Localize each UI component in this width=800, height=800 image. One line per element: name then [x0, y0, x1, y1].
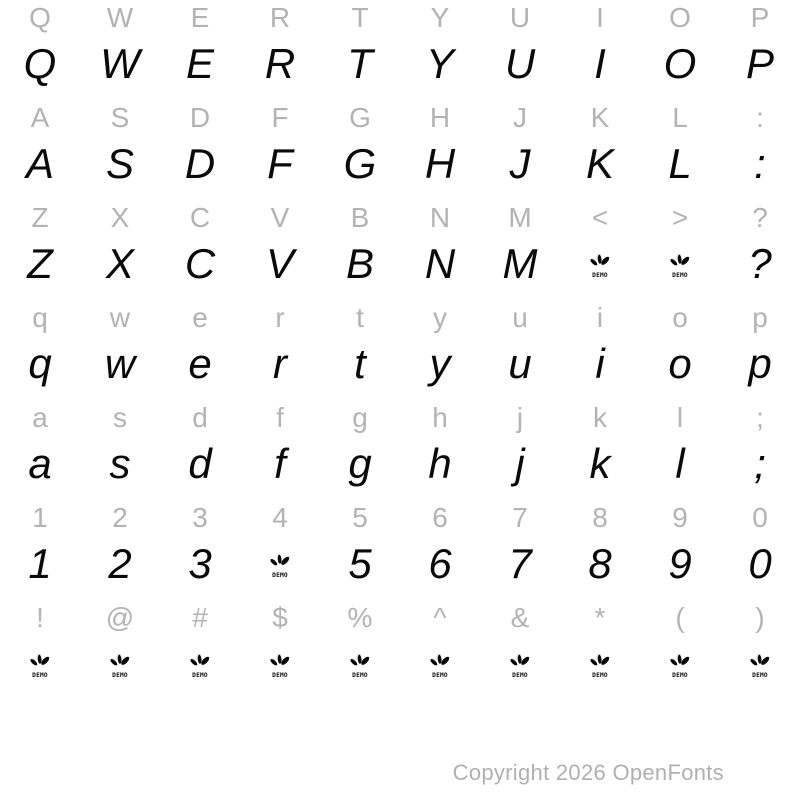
char-label: A	[30, 102, 50, 133]
char-label: 3	[192, 502, 208, 533]
char-glyph: O	[663, 40, 697, 87]
char-row-group	[0, 100, 800, 200]
demo-fleuron-icon	[429, 651, 451, 678]
char-glyph-row	[0, 536, 800, 600]
char-glyph: S	[105, 140, 134, 187]
demo-badge-label: DEMO	[112, 672, 128, 678]
char-label: s	[113, 402, 127, 433]
char-glyph: J	[509, 140, 531, 187]
demo-badge-label: DEMO	[752, 672, 768, 678]
char-glyph: q	[28, 340, 52, 387]
char-glyph: N	[424, 240, 456, 287]
char-label: $	[272, 602, 288, 633]
char-label: (	[675, 602, 685, 633]
char-label: ?	[752, 202, 768, 233]
char-glyph-row	[0, 36, 800, 100]
char-glyph: K	[585, 140, 614, 187]
demo-fleuron-icon	[669, 251, 691, 278]
char-label: K	[590, 102, 610, 133]
demo-glyph-badge	[560, 636, 640, 700]
char-label: @	[105, 602, 135, 633]
char-label: 4	[272, 502, 288, 533]
char-glyph: Q	[23, 40, 57, 87]
char-label: d	[192, 402, 208, 433]
char-glyph: T	[347, 40, 373, 87]
char-label: l	[676, 402, 684, 433]
char-label: V	[270, 202, 290, 233]
char-row-group	[0, 200, 800, 300]
char-label: 1	[32, 502, 48, 533]
char-glyph: V	[265, 240, 294, 287]
char-label: L	[672, 102, 688, 133]
char-label: S	[110, 102, 130, 133]
demo-badge-label: DEMO	[592, 272, 608, 278]
char-label: j	[516, 402, 524, 433]
char-glyph: Y	[425, 40, 454, 87]
char-glyph: W	[100, 40, 140, 87]
char-label: O	[669, 2, 691, 33]
char-glyph-row	[0, 636, 800, 700]
char-glyph: r	[273, 340, 287, 387]
char-glyph: 5	[348, 540, 372, 587]
char-label: ^	[433, 602, 447, 633]
char-glyph: D	[184, 140, 216, 187]
char-glyph: j	[515, 440, 525, 487]
char-glyph: 6	[428, 540, 452, 587]
char-glyph: 1	[28, 540, 52, 587]
char-label: *	[594, 602, 606, 633]
char-glyph: o	[668, 340, 692, 387]
demo-badge-label: DEMO	[272, 672, 288, 678]
char-label: u	[512, 302, 528, 333]
char-glyph: L	[668, 140, 692, 187]
char-label-row	[0, 200, 800, 236]
char-label: e	[192, 302, 208, 333]
char-label: h	[432, 402, 448, 433]
demo-badge-label: DEMO	[32, 672, 48, 678]
char-glyph: y	[429, 340, 451, 387]
demo-glyph-badge	[0, 636, 80, 700]
char-glyph: A	[25, 140, 54, 187]
char-label: #	[192, 602, 208, 633]
char-glyph: U	[504, 40, 536, 87]
demo-badge-label: DEMO	[192, 672, 208, 678]
char-label: i	[596, 302, 604, 333]
demo-glyph-badge	[320, 636, 400, 700]
char-glyph: e	[188, 340, 212, 387]
char-glyph-row	[0, 236, 800, 300]
char-glyph: i	[595, 340, 605, 387]
char-label: 9	[672, 502, 688, 533]
demo-fleuron-icon	[589, 651, 611, 678]
char-glyph: p	[748, 340, 772, 387]
char-glyph: G	[343, 140, 377, 187]
char-label: G	[349, 102, 371, 133]
char-label: Q	[29, 2, 51, 33]
demo-fleuron-icon	[669, 651, 691, 678]
char-label: r	[275, 302, 285, 333]
char-glyph-row	[0, 336, 800, 400]
char-glyph: E	[185, 40, 214, 87]
demo-glyph-badge	[640, 636, 720, 700]
char-label: &	[510, 602, 530, 633]
char-glyph: u	[508, 340, 532, 387]
demo-fleuron-icon	[589, 251, 611, 278]
char-label: 5	[352, 502, 368, 533]
char-label: g	[352, 402, 368, 433]
char-label: U	[509, 2, 531, 33]
char-glyph: R	[264, 40, 296, 87]
char-label: o	[672, 302, 688, 333]
char-label: t	[356, 302, 364, 333]
demo-badge-label: DEMO	[592, 672, 608, 678]
char-label: H	[429, 102, 451, 133]
char-label: 2	[112, 502, 128, 533]
char-glyph: H	[424, 140, 456, 187]
char-row-group	[0, 500, 800, 600]
char-label-row	[0, 600, 800, 636]
char-glyph: f	[274, 440, 286, 487]
demo-fleuron-icon	[29, 651, 51, 678]
char-glyph: 2	[108, 540, 132, 587]
char-glyph: h	[428, 440, 452, 487]
char-label: Y	[430, 2, 450, 33]
char-label: M	[508, 202, 532, 233]
char-row-group	[0, 400, 800, 500]
demo-badge-label: DEMO	[672, 672, 688, 678]
char-glyph: k	[589, 440, 611, 487]
char-glyph: a	[28, 440, 52, 487]
char-label: :	[756, 102, 764, 133]
char-label: N	[429, 202, 451, 233]
char-label: y	[433, 302, 447, 333]
char-glyph: l	[675, 440, 685, 487]
char-glyph: ?	[748, 240, 772, 287]
char-row-group	[0, 0, 800, 100]
char-row-group	[0, 600, 800, 700]
char-glyph: :	[754, 140, 766, 187]
char-glyph: w	[104, 340, 136, 387]
demo-glyph-badge	[80, 636, 160, 700]
char-glyph-row	[0, 136, 800, 200]
char-glyph: 3	[188, 540, 212, 587]
char-label: Z	[31, 202, 49, 233]
char-label-row	[0, 500, 800, 536]
char-label: w	[109, 302, 131, 333]
char-label: )	[755, 602, 765, 633]
demo-fleuron-icon	[509, 651, 531, 678]
char-label-row	[0, 0, 800, 36]
char-label: I	[596, 2, 604, 33]
char-label: 7	[512, 502, 528, 533]
demo-glyph-badge	[640, 236, 720, 300]
demo-badge-label: DEMO	[672, 272, 688, 278]
char-glyph: 0	[748, 540, 772, 587]
demo-glyph-badge	[400, 636, 480, 700]
demo-badge-label: DEMO	[272, 572, 288, 578]
char-label: %	[347, 602, 373, 633]
char-label: f	[276, 402, 284, 433]
char-label-row	[0, 300, 800, 336]
char-glyph: C	[184, 240, 216, 287]
char-label-row	[0, 100, 800, 136]
char-glyph: B	[345, 240, 374, 287]
char-glyph: P	[745, 40, 774, 87]
char-glyph: X	[105, 240, 134, 287]
demo-fleuron-icon	[109, 651, 131, 678]
char-label: 6	[432, 502, 448, 533]
char-label: E	[190, 2, 210, 33]
demo-badge-label: DEMO	[432, 672, 448, 678]
demo-fleuron-icon	[749, 651, 771, 678]
demo-glyph-badge	[720, 636, 800, 700]
char-label: <	[591, 202, 609, 233]
char-label: T	[351, 2, 369, 33]
char-label: k	[593, 402, 607, 433]
demo-glyph-badge	[240, 536, 320, 600]
char-label: W	[106, 2, 134, 33]
char-label: 8	[592, 502, 608, 533]
char-glyph: d	[188, 440, 212, 487]
char-glyph: g	[348, 440, 372, 487]
demo-fleuron-icon	[269, 651, 291, 678]
char-label: J	[513, 102, 527, 133]
demo-badge-label: DEMO	[512, 672, 528, 678]
demo-glyph-badge	[160, 636, 240, 700]
char-glyph: Z	[27, 240, 53, 287]
copyright-text: Copyright 2026 OpenFonts	[452, 760, 724, 785]
demo-glyph-badge	[480, 636, 560, 700]
char-label: C	[189, 202, 211, 233]
char-glyph: M	[502, 240, 538, 287]
char-label: ;	[756, 402, 764, 433]
demo-fleuron-icon	[349, 651, 371, 678]
char-label: !	[36, 602, 44, 633]
char-glyph: s	[109, 440, 131, 487]
char-glyph: 7	[508, 540, 532, 587]
char-label: F	[271, 102, 289, 133]
demo-glyph-badge	[560, 236, 640, 300]
char-label: q	[32, 302, 48, 333]
char-label: D	[189, 102, 211, 133]
char-glyph: 9	[668, 540, 692, 587]
char-row-group	[0, 300, 800, 400]
char-glyph-row	[0, 436, 800, 500]
char-label: p	[752, 302, 768, 333]
char-glyph: I	[594, 40, 606, 87]
char-glyph: 8	[588, 540, 612, 587]
char-label: B	[350, 202, 370, 233]
char-label: a	[32, 402, 48, 433]
char-label: 0	[752, 502, 768, 533]
demo-fleuron-icon	[189, 651, 211, 678]
char-glyph: F	[267, 140, 293, 187]
demo-fleuron-icon	[269, 551, 291, 578]
char-label: >	[671, 202, 689, 233]
char-label-row	[0, 400, 800, 436]
char-label: P	[750, 2, 770, 33]
char-glyph: t	[354, 340, 366, 387]
char-glyph: ;	[754, 440, 766, 487]
demo-badge-label: DEMO	[352, 672, 368, 678]
char-label: R	[269, 2, 291, 33]
demo-glyph-badge	[240, 636, 320, 700]
char-label: X	[110, 202, 130, 233]
